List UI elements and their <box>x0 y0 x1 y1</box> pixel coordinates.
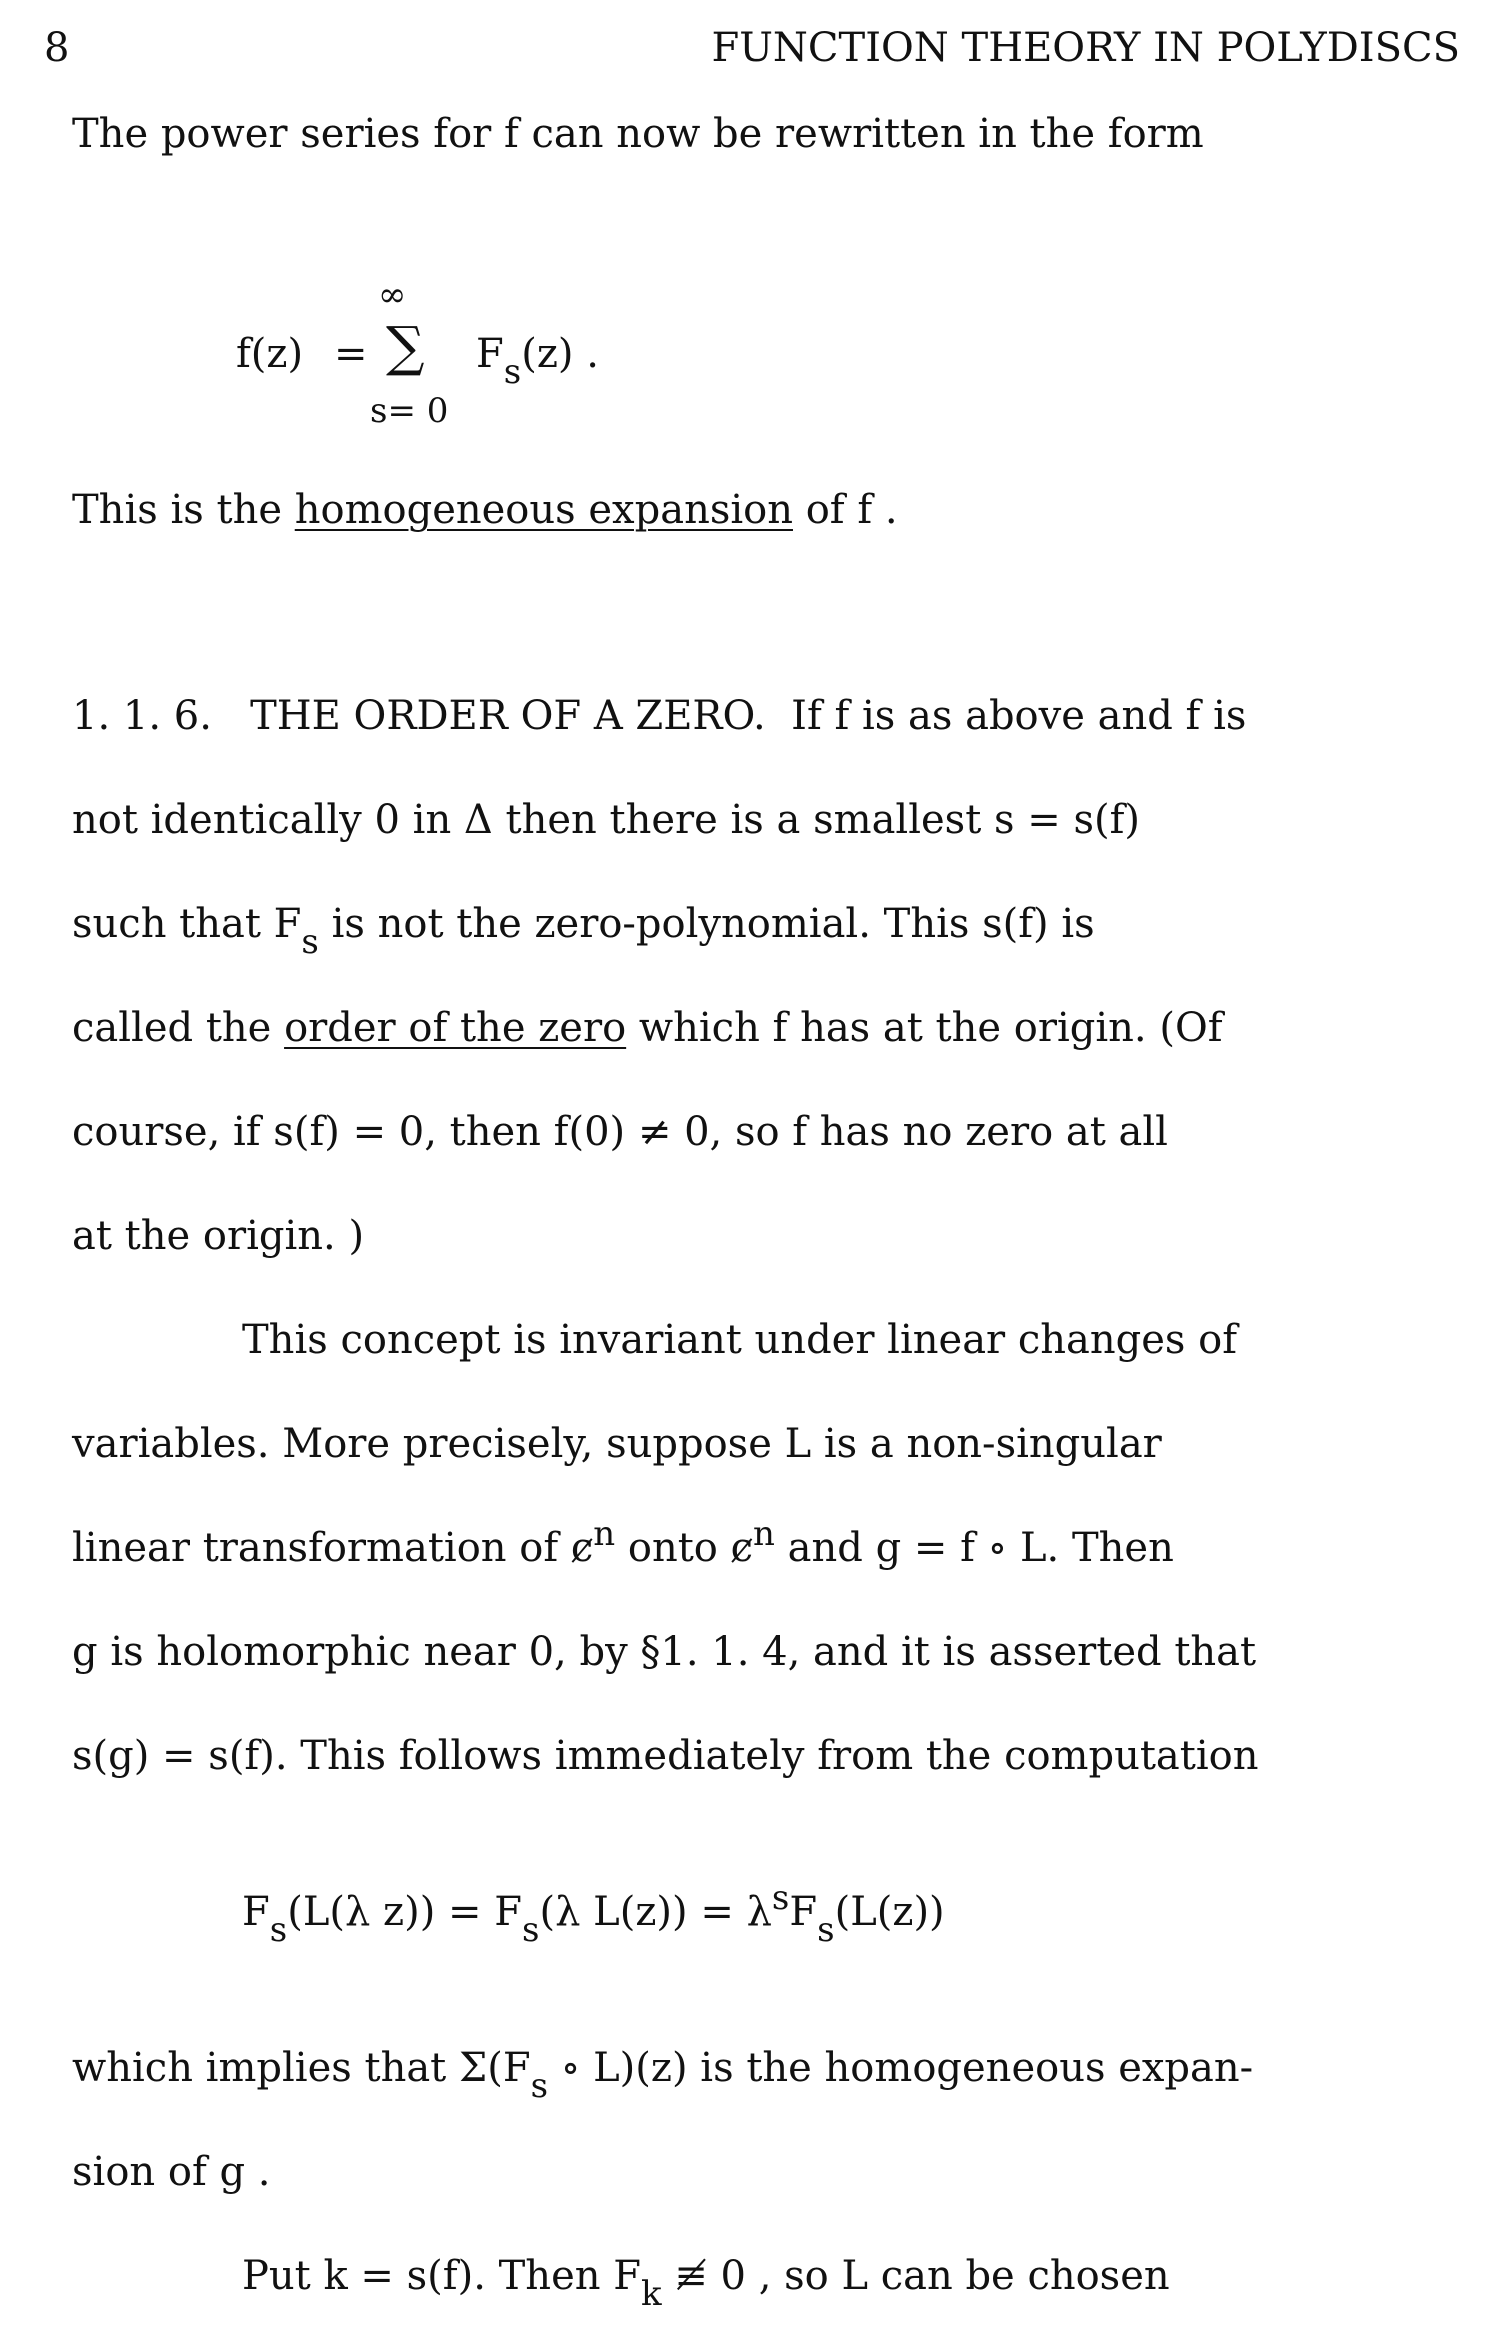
section-heading-line <box>72 693 1247 739</box>
formula-computation <box>242 1878 945 1950</box>
section-title: THE ORDER OF A ZERO. <box>250 693 766 739</box>
homog-pre: This is the <box>72 487 295 533</box>
section-line-5: course, if s(f) = 0, then f(0) ≠ 0, so f has no zero at all <box>72 1109 1168 1155</box>
section-line3-subscript: s <box>301 922 319 962</box>
para3-line1-post: ∘ L)(z) is the homogeneous expan- <box>548 2045 1254 2091</box>
formula1-term-letter: F <box>476 331 504 377</box>
formula2-part-3: (λ L(z)) = λ <box>539 1889 772 1935</box>
para2-line-2: variables. More precisely, suppose L is a non-singular <box>72 1421 1162 1467</box>
para2-line-3 <box>72 1514 1174 1571</box>
section-line3-post: is not the zero-polynomial. This s(f) is <box>318 901 1095 947</box>
formula1-term <box>476 331 599 392</box>
para3-line1-subscript: s <box>530 2066 549 2106</box>
homog-post: of f . <box>793 487 898 533</box>
power-series-sentence: The power series for f can now be rewritten in the form <box>72 111 1204 157</box>
para3-line-2: sion of g . <box>72 2149 271 2195</box>
section-line-3 <box>72 901 1095 962</box>
para2-line3-a: linear transformation of <box>72 1525 571 1571</box>
formula1-equals: = <box>334 331 368 377</box>
para4-post: ≢ 0 , so L can be chosen <box>661 2253 1170 2299</box>
formula2-part-1: F <box>242 1889 270 1935</box>
section-line4-pre: called the <box>72 1005 285 1051</box>
formula1-lhs: f(z) <box>236 331 304 377</box>
para4-pre: Put k = s(f). Then F <box>242 2253 641 2299</box>
section-line-6: at the origin. ) <box>72 1213 365 1259</box>
section-line1-rest: If f is as above and f is <box>791 693 1247 739</box>
formula2-part-5: (L(z)) <box>834 1889 945 1935</box>
formula2-sub-2: s <box>522 1910 540 1950</box>
formula1-upper-limit: ∞ <box>378 275 407 315</box>
para2-line-4: g is holomorphic near 0, by §1. 1. 4, and it is asserted that <box>72 1629 1257 1675</box>
para2-line3-b: onto <box>615 1525 731 1571</box>
complex-space-symbol-1: ȼ <box>570 1525 594 1571</box>
dimension-superscript-1: n <box>593 1514 616 1554</box>
para2-line3-d: and g = f ∘ L. Then <box>774 1525 1174 1571</box>
para4-line-1 <box>242 2253 1170 2314</box>
formula2-sub-3: s <box>817 1910 835 1950</box>
section-line-2: not identically 0 in Δ then there is a smallest s = s(f) <box>72 797 1141 843</box>
formula1-term-argument: (z) . <box>521 331 599 377</box>
running-title: FUNCTION THEORY IN POLYDISCS <box>711 25 1460 71</box>
page-number: 8 <box>44 25 70 71</box>
para2-line-5: s(g) = s(f). This follows immediately from the computation <box>72 1733 1259 1779</box>
section-number: 1. 1. 6. <box>72 693 212 739</box>
homog-term: homogeneous expansion <box>294 487 793 533</box>
homogeneous-expansion-sentence <box>72 487 898 533</box>
formula2-superscript: s <box>771 1878 790 1918</box>
para2-line-1: This concept is invariant under linear changes of <box>242 1317 1238 1363</box>
formula1-lower-limit: s= 0 <box>370 391 449 431</box>
para3-line1-pre: which implies that Σ(F <box>72 2045 531 2091</box>
para4-subscript: k <box>640 2274 662 2314</box>
formula2-part-4: F <box>789 1889 818 1935</box>
para3-line-1 <box>72 2045 1254 2106</box>
sum-symbol: ∑ <box>386 315 425 378</box>
section-line4-post: which f has at the origin. (Of <box>626 1005 1223 1051</box>
formula2-part-2: (L(λ z)) = F <box>287 1889 523 1935</box>
formula2-sub-1: s <box>269 1910 288 1950</box>
section-line-4 <box>72 1005 1223 1051</box>
dimension-superscript-2: n <box>753 1514 775 1554</box>
complex-space-symbol-2: ȼ <box>730 1525 754 1571</box>
section-line3-pre: such that F <box>72 901 302 947</box>
order-of-zero-term: order of the zero <box>284 1005 627 1051</box>
formula1-term-subscript: s <box>503 352 522 392</box>
